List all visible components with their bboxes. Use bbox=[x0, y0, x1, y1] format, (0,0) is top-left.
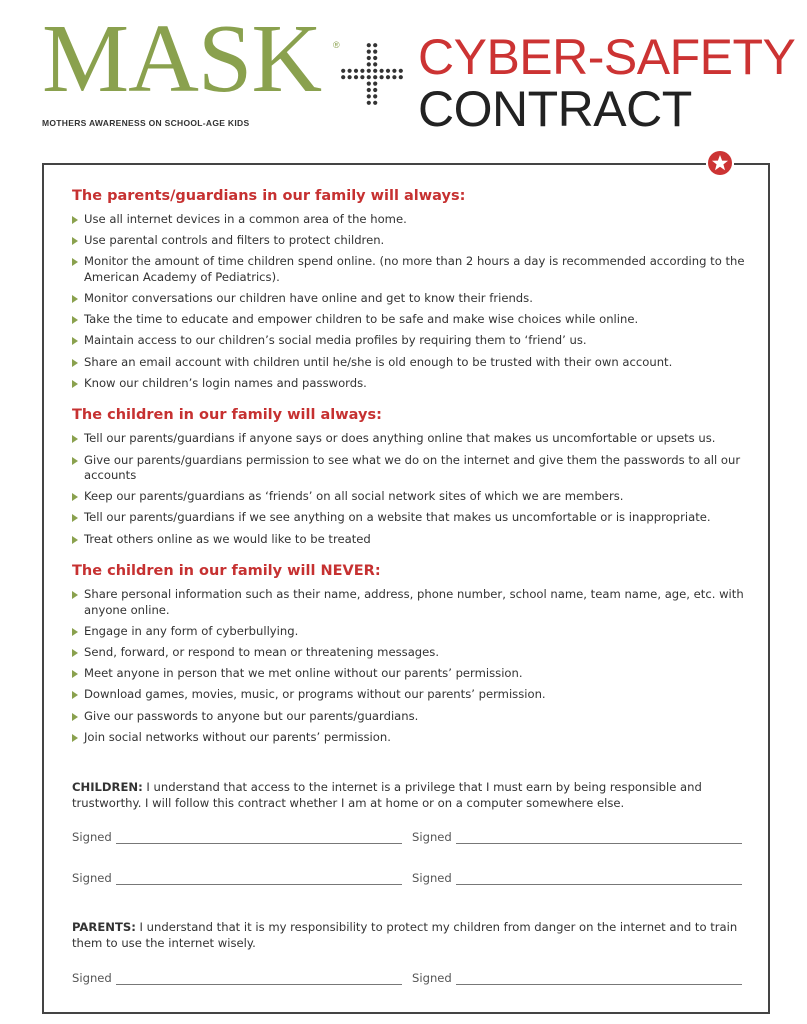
triangle-bullet-icon bbox=[72, 691, 78, 699]
list-item-text: Meet anyone in person that we met online without our parents’ permission. bbox=[84, 666, 523, 681]
triangle-bullet-icon bbox=[72, 536, 78, 544]
signed-label: Signed bbox=[412, 971, 452, 985]
list-item bbox=[72, 532, 752, 548]
list-item bbox=[72, 587, 752, 618]
signature-line[interactable] bbox=[456, 832, 742, 844]
section-children-always bbox=[72, 405, 752, 547]
list-item-text: Take the time to educate and empower children to be safe and make wise choices while online. bbox=[84, 312, 639, 327]
children-label: CHILDREN: bbox=[72, 780, 143, 794]
list-item-text: Tell our parents/guardians if anyone says or does anything online that makes us uncomfortable or upsets us. bbox=[84, 431, 716, 446]
signature-field[interactable] bbox=[412, 830, 742, 844]
list-item bbox=[72, 666, 752, 682]
list-item bbox=[72, 489, 752, 505]
rule-list bbox=[72, 431, 752, 547]
list-item bbox=[72, 376, 752, 392]
signature-line[interactable] bbox=[116, 973, 402, 985]
signed-label: Signed bbox=[412, 830, 452, 844]
triangle-bullet-icon bbox=[72, 359, 78, 367]
signature-field[interactable] bbox=[412, 871, 742, 885]
logo-tagline: MOTHERS AWARENESS ON SCHOOL-AGE KIDS bbox=[42, 118, 250, 128]
section-parents-always bbox=[72, 186, 752, 391]
signature-line[interactable] bbox=[456, 873, 742, 885]
contract-body bbox=[72, 186, 752, 759]
triangle-bullet-icon bbox=[72, 514, 78, 522]
triangle-bullet-icon bbox=[72, 295, 78, 303]
signature-field[interactable] bbox=[72, 971, 402, 985]
document-title-line2: CONTRACT bbox=[418, 81, 692, 137]
parents-agreement bbox=[72, 919, 752, 951]
signature-line[interactable] bbox=[116, 832, 402, 844]
list-item-text: Treat others online as we would like to be treated bbox=[84, 531, 371, 546]
list-item-text: Give our passwords to anyone but our parents/guardians. bbox=[84, 708, 419, 723]
logo-wordmark: MASK bbox=[42, 5, 322, 113]
list-item-text: Give our parents/guardians permission to see what we do on the internet and give them the passwords to all our accounts bbox=[84, 452, 741, 482]
rule-list bbox=[72, 587, 752, 745]
list-item-text: Tell our parents/guardians if we see anything on a website that makes us uncomfortable or is inappropriate. bbox=[84, 510, 711, 525]
list-item bbox=[72, 333, 752, 349]
list-item bbox=[72, 645, 752, 661]
signed-label: Signed bbox=[72, 830, 112, 844]
signature-field[interactable] bbox=[72, 830, 402, 844]
list-item-text: Join social networks without our parents’ permission. bbox=[84, 729, 391, 744]
list-item-text: Send, forward, or respond to mean or threatening messages. bbox=[84, 644, 440, 659]
list-item bbox=[72, 730, 752, 746]
list-item-text: Share personal information such as their name, address, phone number, school name, team name, age, etc. with anyone online. bbox=[84, 587, 744, 617]
triangle-bullet-icon bbox=[72, 316, 78, 324]
list-item bbox=[72, 624, 752, 640]
list-item bbox=[72, 254, 752, 285]
triangle-bullet-icon bbox=[72, 734, 78, 742]
triangle-bullet-icon bbox=[72, 457, 78, 465]
list-item bbox=[72, 709, 752, 725]
triangle-bullet-icon bbox=[72, 216, 78, 224]
list-item-text: Share an email account with children until he/she is old enough to be trusted with their own account. bbox=[84, 354, 673, 369]
signed-label: Signed bbox=[72, 971, 112, 985]
list-item-text: Keep our parents/guardians as ‘friends’ on all social network sites of which we are members. bbox=[84, 489, 624, 504]
list-item bbox=[72, 233, 752, 249]
signature-row bbox=[72, 871, 752, 887]
registered-mark: ® bbox=[333, 40, 340, 50]
list-item-text: Download games, movies, music, or programs without our parents’ permission. bbox=[84, 687, 546, 702]
list-item bbox=[72, 355, 752, 371]
document-title-line1: CYBER-SAFETY bbox=[418, 29, 796, 85]
parents-agreement-text: I understand that it is my responsibility to protect my children from danger on the internet and to train them to use the internet wisely. bbox=[72, 920, 738, 950]
signed-label: Signed bbox=[72, 871, 112, 885]
triangle-bullet-icon bbox=[72, 670, 78, 678]
section-title: The parents/guardians in our family will always: bbox=[72, 188, 466, 204]
signed-label: Signed bbox=[412, 871, 452, 885]
list-item bbox=[72, 291, 752, 307]
signature-line[interactable] bbox=[456, 973, 742, 985]
list-item-text: Monitor the amount of time children spend online. (no more than 2 hours a day is recommended according to the American Academy of Pediatrics). bbox=[84, 254, 745, 284]
signature-row bbox=[72, 971, 752, 987]
signature-field[interactable] bbox=[412, 971, 742, 985]
triangle-bullet-icon bbox=[72, 237, 78, 245]
rule-list bbox=[72, 212, 752, 391]
triangle-bullet-icon bbox=[72, 591, 78, 599]
triangle-bullet-icon bbox=[72, 628, 78, 636]
list-item-text: Know our children’s login names and passwords. bbox=[84, 375, 367, 390]
list-item-text: Use parental controls and filters to protect children. bbox=[84, 233, 385, 248]
dotted-plus-icon bbox=[340, 42, 404, 106]
star-icon bbox=[706, 151, 734, 179]
section-title: The children in our family will always: bbox=[72, 407, 382, 424]
triangle-bullet-icon bbox=[72, 380, 78, 388]
triangle-bullet-icon bbox=[72, 493, 78, 501]
section-children-never bbox=[72, 561, 752, 745]
section-title: The children in our family will NEVER: bbox=[72, 563, 381, 580]
triangle-bullet-icon bbox=[72, 337, 78, 345]
triangle-bullet-icon bbox=[72, 649, 78, 657]
signature-field[interactable] bbox=[72, 871, 402, 885]
list-item bbox=[72, 212, 752, 228]
list-item bbox=[72, 431, 752, 447]
children-agreement bbox=[72, 779, 752, 811]
triangle-bullet-icon bbox=[72, 713, 78, 721]
list-item bbox=[72, 312, 752, 328]
list-item-text: Maintain access to our children’s social media profiles by requiring them to ‘friend’ us. bbox=[84, 333, 587, 348]
page-header bbox=[0, 0, 807, 150]
list-item bbox=[72, 687, 752, 703]
parents-label: PARENTS: bbox=[72, 920, 136, 934]
list-item bbox=[72, 453, 752, 484]
children-agreement-text: I understand that access to the internet is a privilege that I must earn by being responsible and trustworthy. I will follow this contract whether I am at home or on a computer somewhere else. bbox=[72, 780, 702, 810]
list-item-text: Engage in any form of cyberbullying. bbox=[84, 623, 299, 638]
triangle-bullet-icon bbox=[72, 258, 78, 266]
list-item-text: Monitor conversations our children have online and get to know their friends. bbox=[84, 291, 533, 306]
signature-row bbox=[72, 830, 752, 846]
list-item bbox=[72, 510, 752, 526]
triangle-bullet-icon bbox=[72, 435, 78, 443]
signature-line[interactable] bbox=[116, 873, 402, 885]
list-item-text: Use all internet devices in a common area of the home. bbox=[84, 212, 407, 226]
